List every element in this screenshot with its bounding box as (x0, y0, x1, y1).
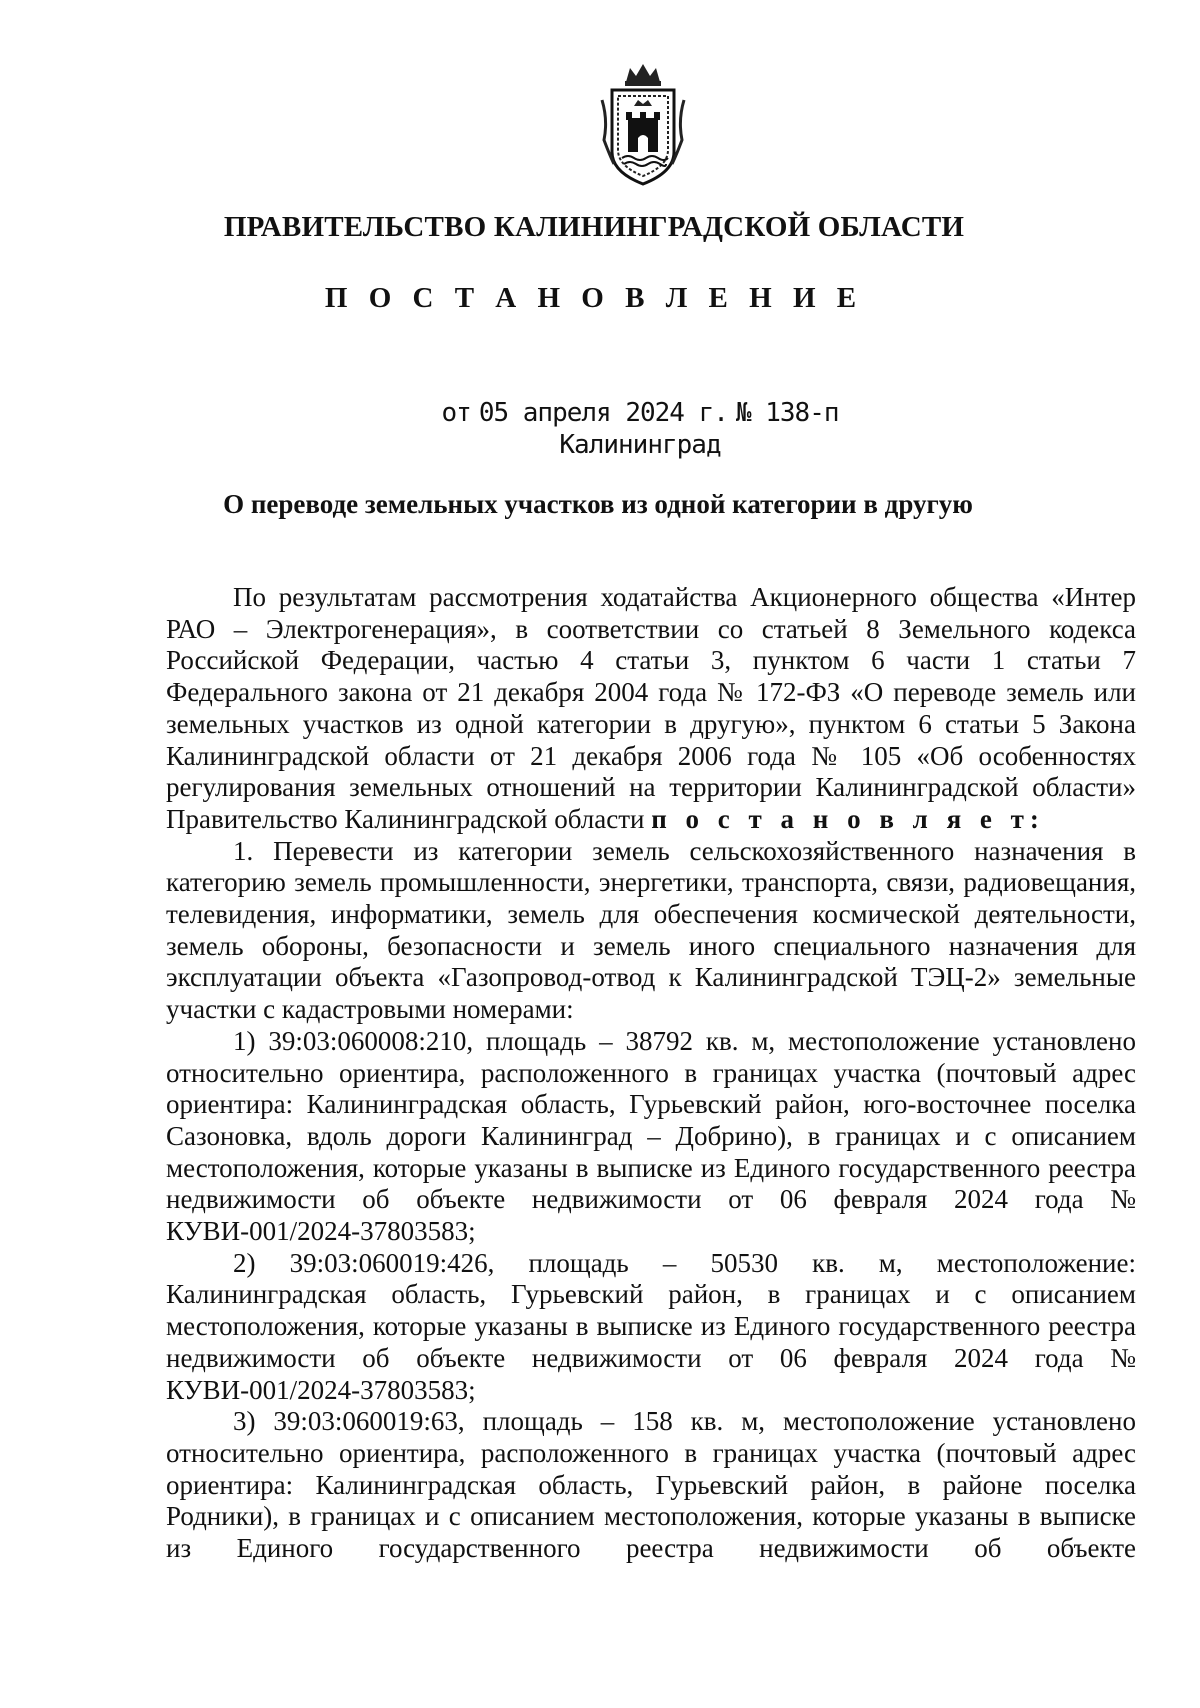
document-subject: О переводе земельных участков из одной категории в другую (223, 489, 973, 519)
resolves-word: п о с т а н о в л я е т: (651, 803, 1045, 834)
sub-item-1-paragraph: 1) 39:03:060008:210, площадь – 38792 кв. м, местоположение установлено относительно ориентира, расположенного в границах участка (почтовый адрес ориентира: Калининградская область, Гурьевский район, юго-восточнее поселка Сазоновка, вдоль дороги Калининград – Добрино), в границах и с описанием местоположения, которые указаны в выписке из Единого государственного реестра недвижимости об объекте недвижимости от 06 февраля 2024 года № КУВИ-001/2024-37803583; (166, 1025, 1136, 1247)
document-body (166, 582, 1136, 1565)
sub-item-3-paragraph: 3) 39:03:060019:63, площадь – 158 кв. м, местоположение установлено относительно ориентира, расположенного в границах участка (почтовый адрес ориентира: Калининградская область, Гурьевский район, в районе поселка Родники), в границах и с описанием местоположения, которые указаны в выписке из Единого государственного реестра недвижимости об объекте (166, 1406, 1136, 1564)
document-date-line (0, 398, 1200, 428)
coat-of-arms-icon (598, 60, 688, 188)
document-number: № 138-п (735, 398, 839, 428)
item-1-paragraph: 1. Перевести из категории земель сельскохозяйственного назначения в категорию земель промышленности, энергетики, транспорта, связи, радиовещания, телевидения, информатики, земель для обеспечения космической деятельности, земель обороны, безопасности и земель иного специального назначения для эксплуатации объекта «Газопровод-отвод к Калининградской ТЭЦ-2» земельные участки с кадастровыми номерами: (166, 835, 1136, 1025)
sub-item-2-paragraph: 2) 39:03:060019:426, площадь – 50530 кв. м, местоположение: Калининградская область, Гурьевский район, в границах и с описанием местоположения, которые указаны в выписке из Единого государственного реестра недвижимости об объекте недвижимости от 06 февраля 2024 года № КУВИ-001/2024-37803583; (166, 1247, 1136, 1405)
document-city: Калининград (559, 430, 721, 460)
date-prefix: от (441, 398, 471, 428)
preamble-paragraph (166, 582, 1136, 836)
document-type-heading: П О С Т А Н О В Л Е Н И Е (324, 282, 864, 314)
government-title: ПРАВИТЕЛЬСТВО КАЛИНИНГРАДСКОЙ ОБЛАСТИ (223, 211, 965, 243)
document-date: 05 апреля 2024 г. (478, 398, 728, 428)
preamble-text: По результатам рассмотрения ходатайства Акционерного общества «Интер РАО – Электрогенерация», в соответствии со статьей 8 Земельного кодекса Российской Федерации, частью 4 статьи 3, пунктом 6 части 1 статьи 7 Федерального закона от 21 декабря 2004 года № 172-ФЗ «О переводе земель или земельных участков из одной категории в другую», пунктом 6 статьи 5 Закона Калининградской области от 21 декабря 2006 года № 105 «Об особенностях регулирования земельных отношений на территории Калининградской области» Правительство Калининградской области (166, 582, 1136, 834)
